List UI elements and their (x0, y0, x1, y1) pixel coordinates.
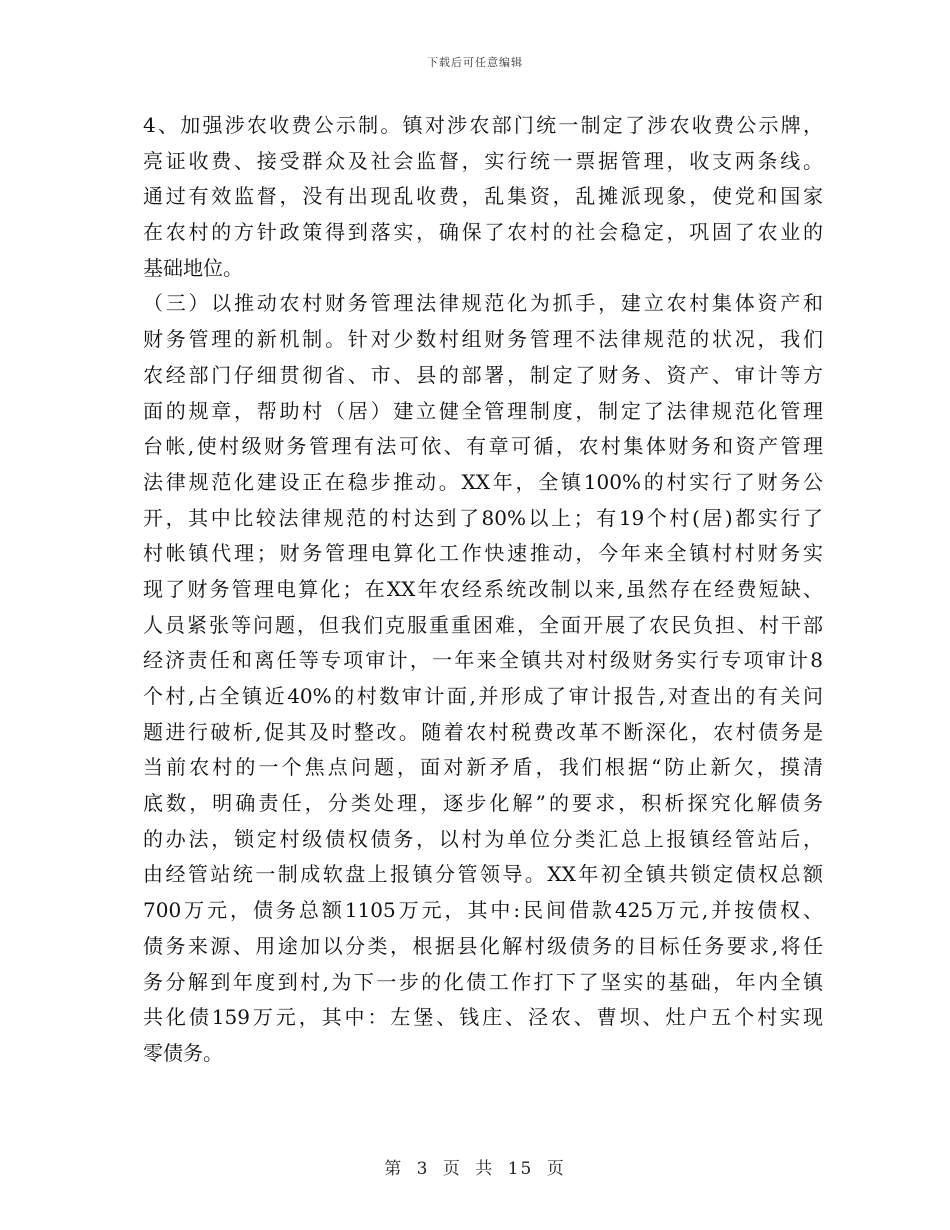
body-line: 经济责任和离任等专项审计，一年来全镇共对村级财务实行专项审计8 (143, 648, 823, 673)
document-body (143, 108, 823, 1072)
body-line: 基础地位。 (143, 255, 243, 280)
body-line: 零债务。 (143, 1040, 223, 1065)
body-line: 债务来源、用途加以分类，根据县化解村级债务的目标任务要求,将任 (143, 933, 823, 958)
body-line: 底数，明确责任，分类处理，逐步化解”的要求，积析探究化解债务 (143, 791, 823, 816)
body-line: 通过有效监督，没有出现乱收费，乱集资，乱摊派现象，使党和国家 (143, 184, 823, 209)
body-line: 面的规章，帮助村（居）建立健全管理制度，制定了法律规范化管理 (143, 398, 823, 423)
body-line: 农经部门仔细贯彻省、市、县的部署，制定了财务、资产、审计等方 (143, 362, 823, 387)
body-line: 当前农村的一个焦点问题，面对新矛盾，我们根据“防止新欠，摸清 (143, 755, 823, 780)
body-line: 法律规范化建设正在稳步推动。XX年，全镇100%的村实行了财务公 (143, 469, 823, 494)
body-line: 村帐镇代理；财务管理电算化工作快速推动，今年来全镇村村财务实 (143, 541, 823, 566)
page-header: 下载后可任意编辑 (427, 56, 523, 69)
body-line: 开，其中比较法律规范的村达到了80%以上；有19个村(居)都实行了 (143, 505, 823, 530)
body-line: 由经管站统一制成软盘上报镇分管领导。XX年初全镇共锁定债权总额 (143, 862, 823, 887)
body-line: 现了财务管理电算化；在XX年农经系统改制以来,虽然存在经费短缺、 (143, 576, 823, 601)
body-line: 务分解到年度到村,为下一步的化债工作打下了坚实的基础，年内全镇 (143, 969, 823, 994)
body-line: 在农村的方针政策得到落实，确保了农村的社会稳定，巩固了农业的 (143, 220, 823, 245)
body-line: 个村,占全镇近40%的村数审计面,并形成了审计报告,对查出的有关问 (143, 684, 823, 708)
body-line: 亮证收费、接受群众及社会监督，实行统一票据管理，收支两条线。 (143, 148, 823, 173)
body-line: 人员紧张等问题，但我们克服重重困难，全面开展了农民负担、村干部 (143, 612, 823, 637)
body-line: 财务管理的新机制。针对少数村组财务管理不法律规范的状况，我们 (143, 327, 823, 352)
body-line: 的办法，锁定村级债权债务，以村为单位分类汇总上报镇经管站后， (143, 826, 823, 851)
body-line: 题进行破析,促其及时整改。随着农村税费改革不断深化，农村债务是 (143, 719, 823, 744)
body-line: （三）以推动农村财务管理法律规范化为抓手，建立农村集体资产和 (143, 291, 823, 316)
body-line: 4、加强涉农收费公示制。镇对涉农部门统一制定了涉农收费公示牌， (143, 113, 823, 137)
body-line: 台帐,使村级财务管理有法可依、有章可循，农村集体财务和资产管理 (143, 434, 823, 459)
body-line: 700万元，债务总额1105万元，其中:民间借款425万元,并按债权、 (143, 898, 823, 923)
page-footer: 第 3 页 共 15 页 (384, 1159, 566, 1179)
body-line: 共化债159万元，其中：左堡、钱庄、泾农、曹坝、灶户五个村实现 (143, 1005, 823, 1030)
